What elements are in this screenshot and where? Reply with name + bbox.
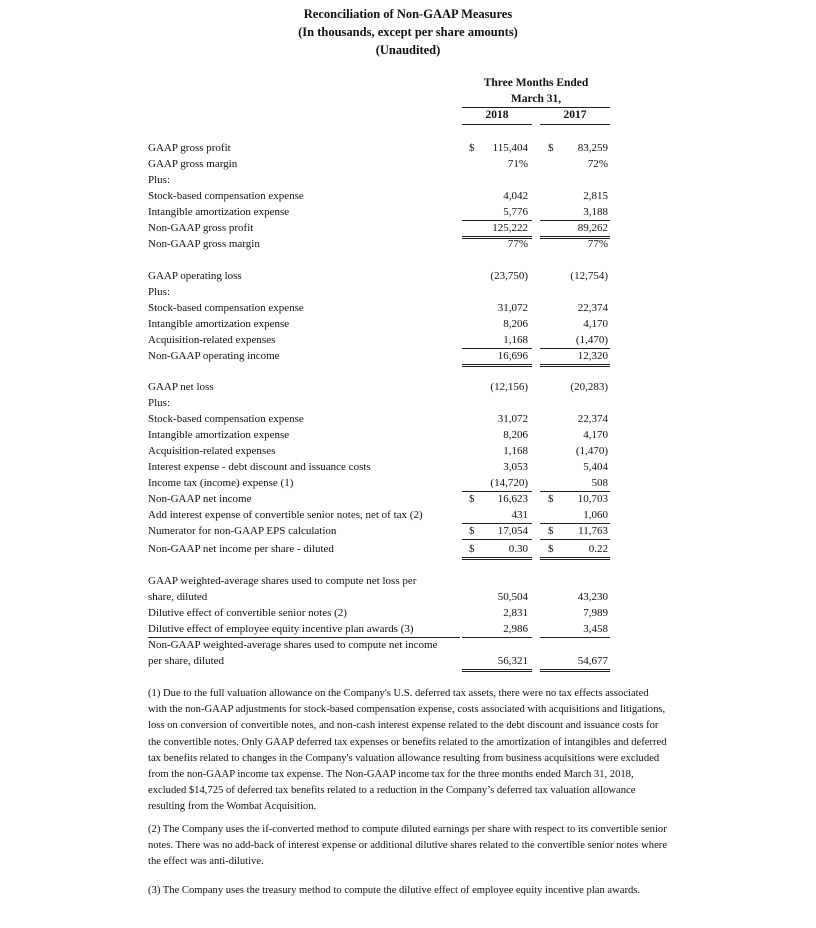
row-label: Acquisition-related expenses (148, 334, 276, 346)
value-2018: 5,776 (503, 206, 528, 218)
value-2018: 431 (511, 509, 528, 521)
footnote-2: (2) The Company uses the if-converted method to compute diluted earnings per share with respect to its convertible senior notes. There was no add-back of interest expense or additional dilutive shares related to the convertible senior notes where the effect was anti-dilutive. (148, 823, 668, 868)
value-2017: (1,470) (575, 445, 608, 457)
table-row (0, 607, 816, 623)
row-label: Acquisition-related expenses (148, 445, 276, 457)
table-row (0, 493, 816, 509)
table-row (0, 525, 816, 541)
table-row (0, 174, 816, 190)
row-label: Income tax (income) expense (1) (148, 477, 294, 489)
currency-symbol-2017: $ (548, 493, 554, 505)
table-row (0, 350, 816, 366)
table-row (0, 318, 816, 334)
row-label: Dilutive effect of employee equity incentive plan awards (3) (148, 623, 414, 635)
table-row (0, 381, 816, 397)
table-row (0, 238, 816, 254)
row-label: GAAP weighted-average shares used to compute net loss per (148, 575, 417, 587)
footnote-1: (1) Due to the full valuation allowance on the Company's U.S. deferred tax assets, there were no tax effects associated with the non-GAAP adjustments for stock-based compensation expense, costs associated with acquisitions and litigations, loss on conversion of convertible notes, and non-cash interest expense related to the debt discount and issuance costs for the convertible notes. Only GAAP deferred tax expenses or benefits related to the amortization of intangibles and deferred tax benefits related to changes in the Company's valuation allowance resulting from business acquisitions were excluded from the non-GAAP income tax expense. The Non-GAAP income tax for the three months ended March 31, 2018, excluded $14,725 of deferred tax benefits related to a reduction in the Company’s deferred tax valuation allowance resulting from the Wombat Acquisition. (148, 688, 667, 813)
row-label: Non-GAAP gross margin (148, 238, 260, 250)
table-row (0, 222, 816, 238)
value-2017: 5,404 (583, 461, 608, 473)
table-row (0, 413, 816, 429)
value-2018: 4,042 (503, 190, 528, 202)
value-2017: 83,259 (577, 142, 608, 154)
table-row (0, 286, 816, 302)
row-label: Add interest expense of convertible senior notes, net of tax (2) (148, 509, 423, 521)
value-2018: 8,206 (503, 429, 528, 441)
table-row (0, 543, 816, 559)
table-row (0, 445, 816, 461)
row-label: Dilutive effect of convertible senior notes (2) (148, 607, 347, 619)
value-2017: 54,677 (577, 655, 608, 667)
value-2017: (20,283) (570, 381, 608, 393)
value-2018: 2,831 (503, 607, 528, 619)
currency-symbol-2017: $ (548, 543, 554, 555)
value-2017: (12,754) (570, 270, 608, 282)
table-row (0, 575, 816, 591)
table-row (0, 509, 816, 525)
unaudited-label: (Unaudited) (375, 43, 441, 57)
report-title: Reconciliation of Non-GAAP Measures (303, 7, 513, 21)
value-2018: 16,696 (497, 350, 528, 362)
value-2017: 22,374 (577, 302, 608, 314)
column-header-2018: 2018 (485, 109, 509, 121)
value-2017: 508 (591, 477, 608, 489)
currency-symbol-2018: $ (469, 493, 475, 505)
table-row (0, 190, 816, 206)
table-row (0, 334, 816, 350)
row-label: Non-GAAP net income per share - diluted (148, 543, 334, 555)
value-2017: 11,763 (578, 525, 608, 537)
row-label: Non-GAAP net income (148, 493, 252, 505)
value-2018: 71% (507, 158, 528, 170)
row-label: GAAP gross margin (148, 158, 238, 170)
table-row (0, 655, 816, 671)
value-2018: 1,168 (503, 445, 528, 457)
table-row (0, 639, 816, 655)
value-2017: 12,320 (577, 350, 608, 362)
value-2017: 77% (587, 238, 608, 250)
value-2018: 50,504 (497, 591, 528, 603)
value-2017: 4,170 (583, 429, 608, 441)
row-label: per share, diluted (148, 655, 225, 667)
table-row (0, 429, 816, 445)
value-2018: 115,404 (492, 142, 528, 154)
row-label: Stock-based compensation expense (148, 190, 304, 202)
value-2018: 31,072 (497, 413, 528, 425)
footnotes (148, 686, 668, 899)
value-2018: 125,222 (492, 222, 528, 234)
value-2017: 72% (587, 158, 608, 170)
value-2017: 43,230 (577, 591, 608, 603)
row-label: share, diluted (148, 591, 208, 603)
value-2017: 2,815 (583, 190, 608, 202)
table-row (0, 158, 816, 174)
value-2017: 22,374 (577, 413, 608, 425)
report-subtitle: (In thousands, except per share amounts) (298, 25, 518, 39)
value-2018: 3,053 (503, 461, 528, 473)
row-label: Plus: (148, 397, 171, 409)
period-header-line1: Three Months Ended (483, 77, 589, 89)
value-2018: 31,072 (497, 302, 528, 314)
row-label: Plus: (148, 174, 171, 186)
value-2018: (12,156) (490, 381, 528, 393)
value-2018: 16,623 (497, 493, 528, 505)
value-2017: 3,188 (583, 206, 608, 218)
row-label: GAAP operating loss (148, 270, 242, 282)
period-header-line2: March 31, (510, 93, 562, 105)
value-2018: 1,168 (503, 334, 528, 346)
row-label: Numerator for non-GAAP EPS calculation (148, 525, 337, 537)
currency-symbol-2017: $ (548, 142, 554, 154)
currency-symbol-2018: $ (469, 142, 475, 154)
value-2017: 4,170 (583, 318, 608, 330)
value-2017: 89,262 (577, 222, 608, 234)
table-row (0, 591, 816, 607)
table-row (0, 142, 816, 158)
column-header-2017: 2017 (563, 109, 587, 121)
value-2018: 56,321 (497, 655, 528, 667)
value-2017: 0.22 (588, 543, 608, 555)
row-label: Plus: (148, 286, 171, 298)
row-label: Intangible amortization expense (148, 429, 290, 441)
value-2017: (1,470) (575, 334, 608, 346)
table-row (0, 397, 816, 413)
row-label: GAAP gross profit (148, 142, 231, 154)
row-label: Stock-based compensation expense (148, 413, 304, 425)
row-label: GAAP net loss (148, 381, 214, 393)
row-label: Intangible amortization expense (148, 318, 290, 330)
value-2018: 2,986 (503, 623, 528, 635)
currency-symbol-2018: $ (469, 543, 475, 555)
value-2018: (23,750) (490, 270, 528, 282)
row-label: Non-GAAP weighted-average shares used to compute net income (148, 639, 438, 651)
value-2017: 7,989 (583, 607, 608, 619)
value-2017: 1,060 (583, 509, 608, 521)
value-2018: 77% (507, 238, 528, 250)
table-row (0, 302, 816, 318)
value-2017: 10,703 (577, 493, 608, 505)
row-label: Intangible amortization expense (148, 206, 290, 218)
table-row (0, 461, 816, 477)
table-row (0, 206, 816, 222)
currency-symbol-2017: $ (548, 525, 554, 537)
row-label: Stock-based compensation expense (148, 302, 304, 314)
value-2017: 3,458 (583, 623, 608, 635)
value-2018: (14,720) (490, 477, 528, 489)
value-2018: 0.30 (508, 543, 528, 555)
table-row (0, 270, 816, 286)
value-2018: 8,206 (503, 318, 528, 330)
row-label: Interest expense - debt discount and issuance costs (148, 461, 371, 473)
row-label: Non-GAAP operating income (148, 350, 280, 362)
currency-symbol-2018: $ (469, 525, 475, 537)
value-2018: 17,054 (497, 525, 528, 537)
footnote-3: (3) The Company uses the treasury method to compute the dilutive effect of employee equity incentive plan awards. (148, 885, 641, 897)
row-label: Non-GAAP gross profit (148, 222, 254, 234)
table-row (0, 477, 816, 493)
